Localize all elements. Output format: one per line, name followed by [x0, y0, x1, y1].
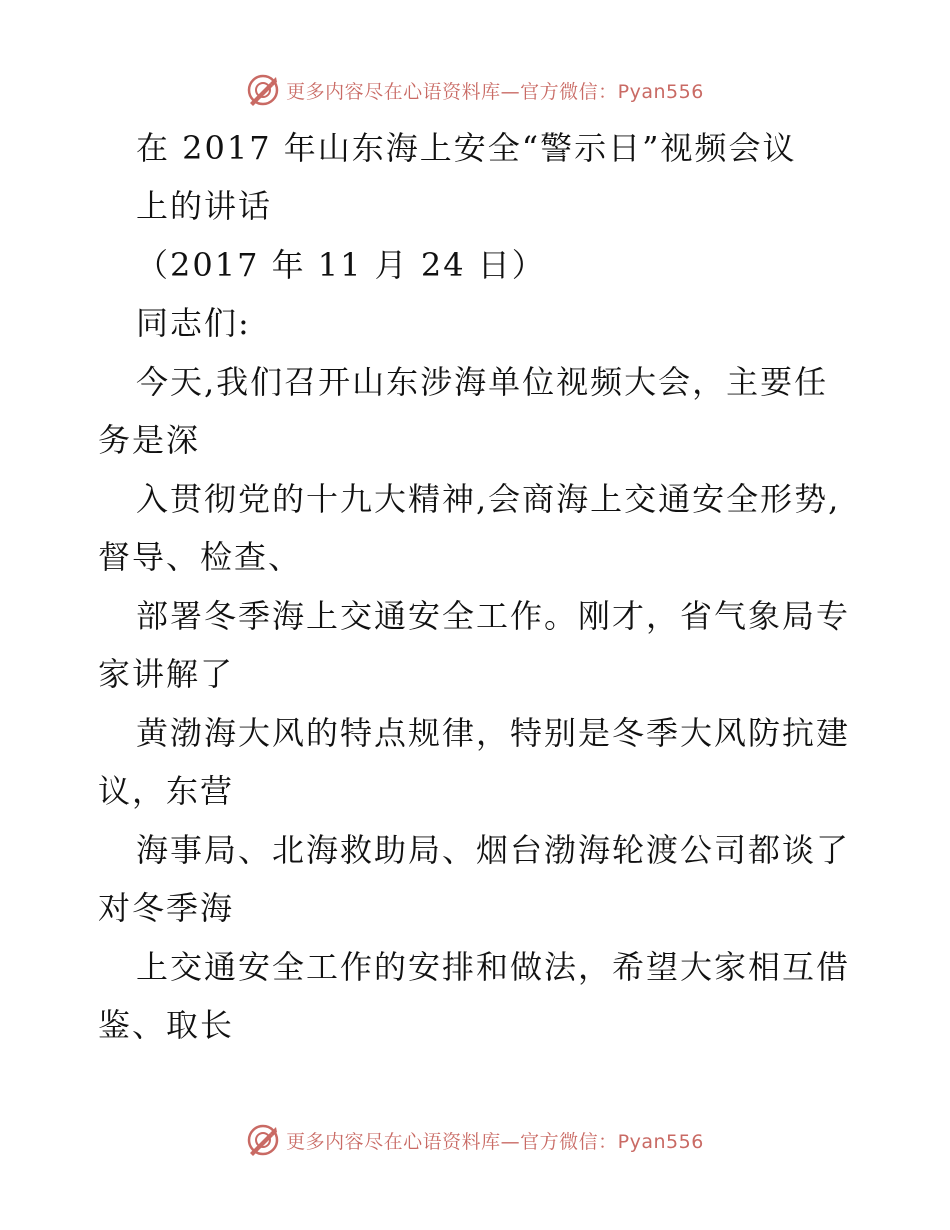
watermark-text: 更多内容尽在心语资料库—官方微信：Pyan556 — [286, 80, 704, 103]
paragraph-line: 今天,我们召开山东涉海单位视频大会，主要任 — [136, 363, 829, 401]
paragraph-line: 鉴、取长 — [98, 1006, 235, 1044]
watermark-text: 更多内容尽在心语资料库—官方微信：Pyan556 — [286, 1130, 704, 1153]
paragraph-line: 黄渤海大风的特点规律，特别是冬季大风防抗建 — [136, 714, 851, 752]
paragraph-line: 部署冬季海上交通安全工作。刚才，省气象局专 — [136, 597, 851, 635]
paragraph-line: 入贯彻党的十九大精神,会商海上交通安全形势, — [136, 480, 841, 518]
watermark-banner-bottom — [0, 1120, 950, 1160]
watermark-banner-top — [0, 70, 950, 110]
title-line-1: 在 2017 年山东海上安全“警示日”视频会议 — [136, 129, 797, 167]
paragraph-line: 对冬季海 — [98, 889, 235, 927]
paragraph-line: 督导、检查、 — [98, 538, 303, 576]
speech-date: （2017 年 11 月 24 日） — [136, 246, 546, 284]
paragraph-line: 议，东营 — [98, 772, 235, 810]
paragraph-line: 上交通安全工作的安排和做法，希望大家相互借 — [136, 948, 851, 986]
paragraph-line: 海事局、北海救助局、烟台渤海轮渡公司都谈了 — [136, 831, 851, 869]
paragraph-line: 务是深 — [98, 421, 201, 459]
salutation: 同志们: — [136, 304, 251, 342]
title-line-2: 上的讲话 — [136, 187, 273, 225]
pen-logo-icon — [246, 1123, 280, 1157]
pen-logo-icon — [246, 73, 280, 107]
paragraph-line: 家讲解了 — [98, 655, 235, 693]
